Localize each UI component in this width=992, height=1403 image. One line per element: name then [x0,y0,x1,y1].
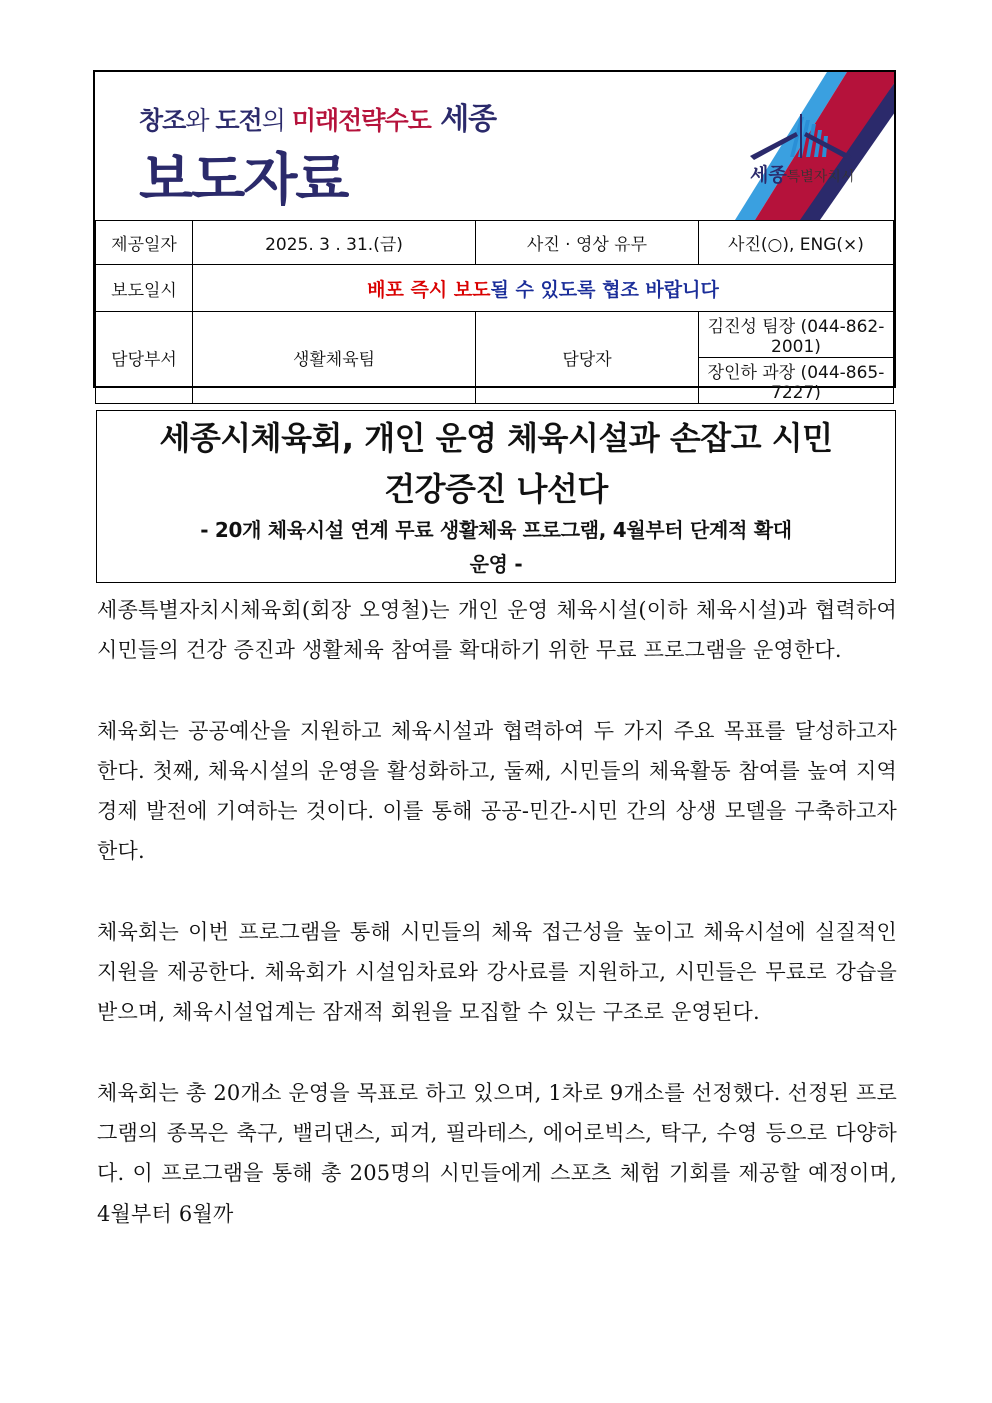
header-banner [95,72,894,220]
department-value: 생활체육팀 [193,312,476,404]
provide-date-label: 제공일자 [96,221,193,265]
headline-title-line-1: 세종시체육회, 개인 운영 체육시설과 손잡고 시민 [159,419,833,457]
slogan-particle: 의 [261,106,292,135]
article-body [97,590,897,1274]
contact-person-2: 장인하 과장 (044-865-7227) [699,358,894,404]
release-notice-red: 배포 즉시 보도 [367,278,491,301]
department-label: 담당부서 [96,312,193,404]
city-slogan [139,94,496,138]
headline-box [96,410,896,583]
press-release-header [93,70,896,403]
sejong-logo-text [750,160,854,187]
media-label: 사진 · 영상 유무 [476,221,699,265]
contact-label: 담당자 [476,312,699,404]
paragraph-2: 체육회는 공공예산을 지원하고 체육시설과 협력하여 두 가지 주요 목표를 달성하고자 한다. 첫째, 체육시설의 운영을 활성화하고, 둘째, 시민들의 체육활동 참여를 높여 지역경제 발전에 기여하는 것이다. 이를 통해 공공-민간-시민 간의 상생 모델을 구축하고자 한다. [97,718,897,864]
media-value: 사진(○), ENG(×) [699,221,894,265]
slogan-particle: 와 [185,106,216,135]
paragraph-4: 체육회는 총 20개소 운영을 목표로 하고 있으며, 1차로 9개소를 선정했다. 선정된 프로그램의 종목은 축구, 밸리댄스, 피겨, 필라테스, 에어로빅스, 탁구, 수영 등으로 다양하다. 이 프로그램을 통해 총 205명의 시민들에게 스포츠 체험 기회를 제공할 예정이며, 4월부터 6월까 [97,1080,897,1226]
headline-subtitle-line-1: - 20개 체육시설 연계 무료 생활체육 프로그램, 4월부터 단계적 확대 [200,518,792,542]
release-time-value [193,265,894,312]
release-time-label: 보도일시 [96,265,193,312]
logo-main-text: 세종 [750,164,787,186]
release-info-table [95,220,894,404]
headline-subtitle-line-2: 운영 - [469,552,523,576]
press-release-title: 보도자료 [139,148,348,213]
slogan-word-challenge: 도전 [215,106,262,135]
contact-person-1: 김진성 팀장 (044-862-2001) [699,312,894,358]
headline-title-line-2: 건강증진 나선다 [384,470,608,508]
release-notice-blue: 될 수 있도록 협조 바랍니다 [490,278,719,301]
slogan-word-capital: 미래전략수도 [291,106,431,135]
paragraph-3: 체육회는 이번 프로그램을 통해 시민들의 체육 접근성을 높이고 체육시설에 실질적인 지원을 제공한다. 체육회가 시설임차료와 강사료를 지원하고, 시민들은 무료로 강습을 받으며, 체육시설업계는 잠재적 회원을 모집할 수 있는 구조로 운영된다. [97,919,897,1025]
provide-date-value: 2025. 3 . 31.(금) [193,221,476,265]
logo-sub-text: 특별자치시 [786,169,855,185]
paragraph-1: 세종특별자치시체육회(회장 오영철)는 개인 운영 체육시설(이하 체육시설)과 협력하여 시민들의 건강 증진과 생활체육 참여를 확대하기 위한 무료 프로그램을 운영한다. [97,598,897,663]
slogan-word-sejong: 세종 [430,102,497,137]
slogan-word-creation: 창조 [139,106,186,135]
